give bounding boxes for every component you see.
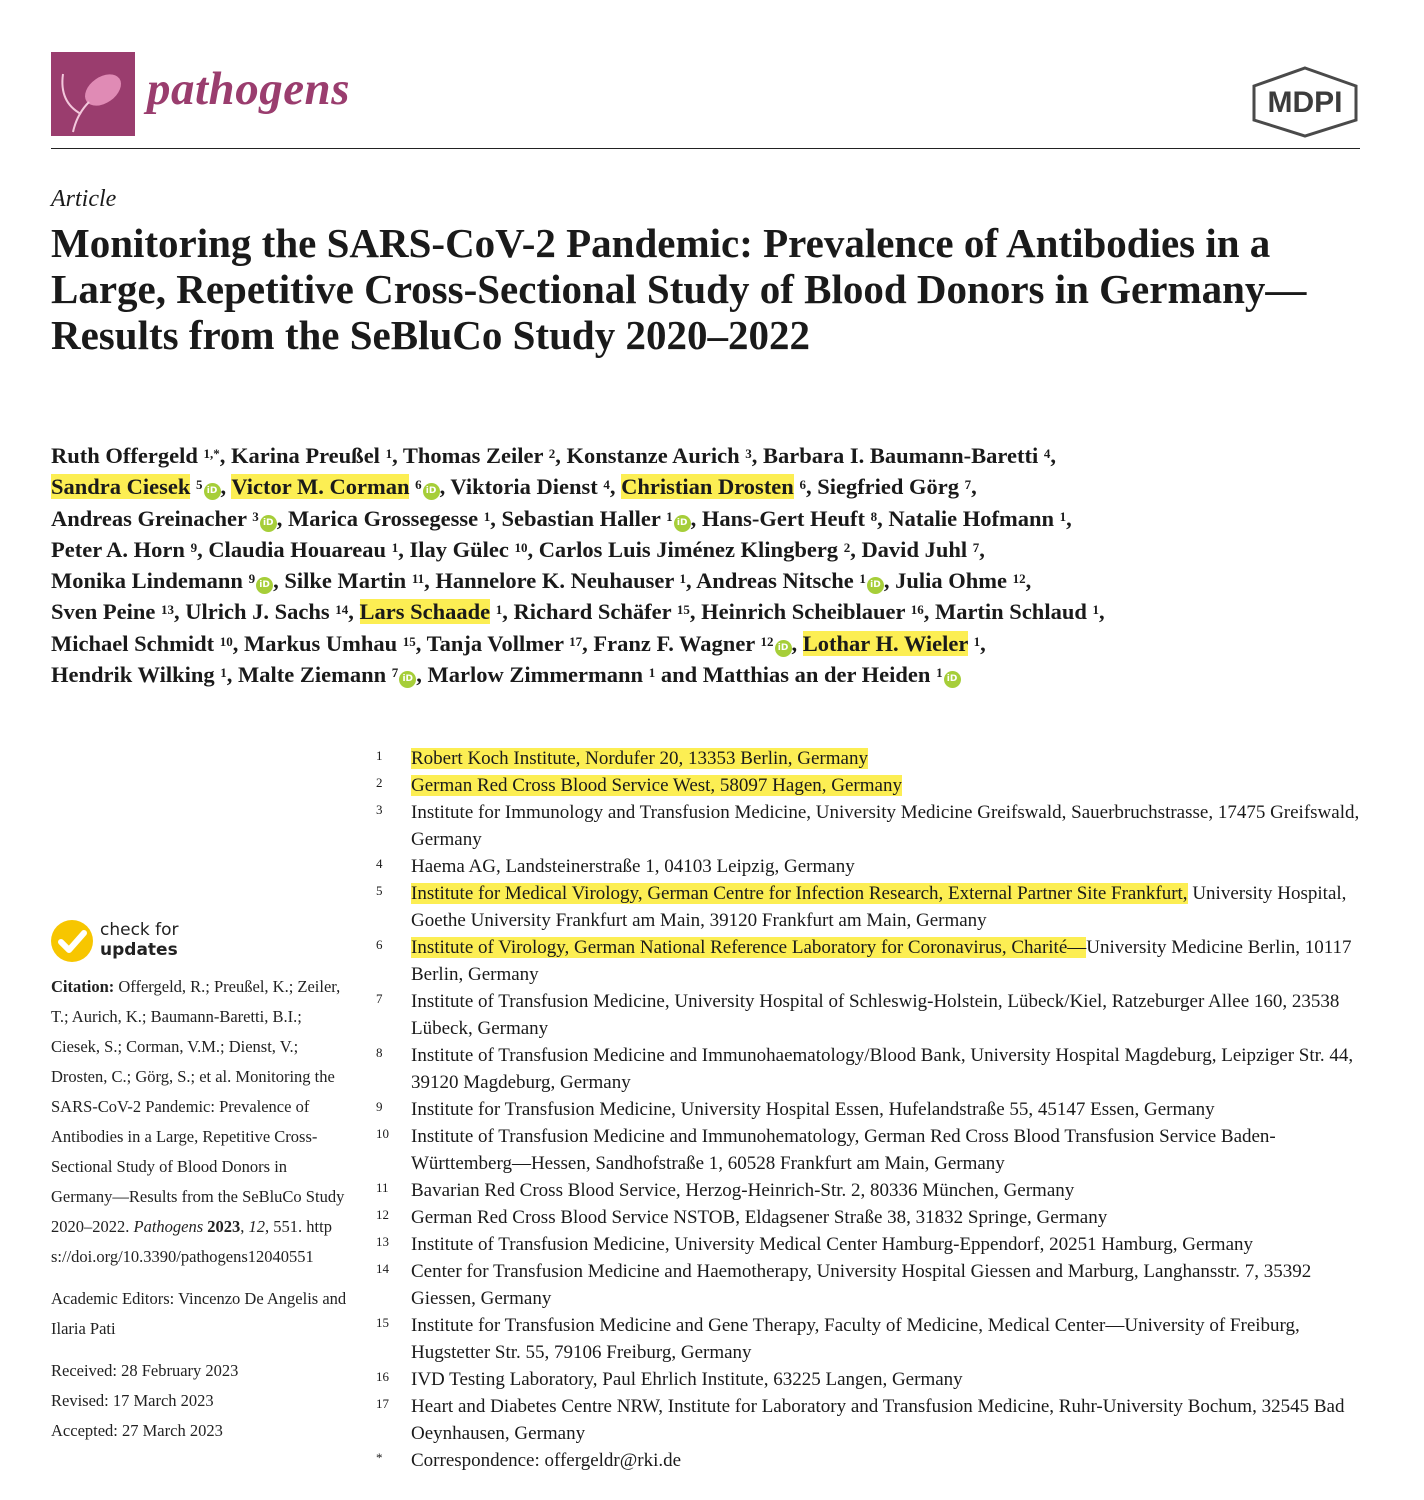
academic-editors: Academic Editors: Vincenzo De Angelis and Ilaria Pati <box>51 1289 347 1338</box>
author-entry <box>51 443 220 468</box>
author-affiliation-number: 8 <box>870 508 878 524</box>
affiliation-item <box>376 1204 1376 1231</box>
author-name[interactable]: Sandra Ciesek <box>51 474 191 500</box>
affiliation-item <box>376 1312 1376 1366</box>
author-affiliation-number: 6 <box>415 477 422 493</box>
author-entry <box>935 599 1099 624</box>
author-name[interactable]: Michael Schmidt <box>51 630 215 656</box>
citation-pages: 551. <box>273 1217 303 1236</box>
author-name[interactable]: Lothar H. Wieler <box>802 630 968 656</box>
author-name[interactable]: Thomas Zeiler <box>402 443 544 468</box>
pathogen-logo-icon <box>51 52 135 136</box>
author-name[interactable]: Karina Preußel <box>230 443 380 468</box>
author-entry <box>803 631 980 656</box>
check-updates-line2: updates <box>100 940 178 960</box>
author-affiliation-number: 17 <box>569 633 583 649</box>
citation-year: 2023 <box>207 1217 241 1236</box>
author-affiliation-number: 4 <box>1043 446 1051 461</box>
author-name[interactable]: David Juhl <box>861 536 968 562</box>
affiliation-text: University Medicine Berlin, 10117 Berlin, Germany <box>411 937 1352 985</box>
author-entry <box>514 599 690 624</box>
affiliation-highlight: Institute of Virology, German National Reference Laboratory for Coronavirus, Charité— <box>411 937 1087 958</box>
author-entry <box>231 443 392 468</box>
affiliation-number: * <box>376 1450 383 1465</box>
author-name[interactable]: Christian Drosten <box>621 474 794 500</box>
author-name[interactable]: Claudia Houareau <box>208 536 387 562</box>
author-entry <box>244 631 416 656</box>
orcid-icon[interactable]: iD <box>256 577 273 594</box>
orcid-icon[interactable]: iD <box>423 483 440 500</box>
author-affiliation-number: 7 <box>972 539 980 555</box>
affiliation-text: Haema AG, Landsteinerstraße 1, 04103 Leipzig, Germany <box>411 856 855 877</box>
author-affiliation-number: 10 <box>514 539 528 555</box>
affiliation-item <box>376 880 1376 934</box>
author-entry <box>567 443 752 468</box>
author-entry <box>817 474 971 499</box>
publication-dates <box>51 1356 351 1446</box>
orcid-icon[interactable]: iD <box>204 483 221 500</box>
affiliation-number: 16 <box>376 1369 389 1384</box>
author-name[interactable]: Heinrich Scheiblauer <box>701 599 906 625</box>
publisher-name: MDPI <box>1267 86 1343 119</box>
affiliation-item <box>376 1042 1376 1096</box>
journal-name[interactable]: pathogens <box>147 63 350 115</box>
affiliation-text: Heart and Diabetes Centre NRW, Institute for Laboratory and Transfusion Medicine, Ruhr-University Bochum, 32545 Bad Oeynhausen, Germany <box>411 1396 1345 1444</box>
affiliation-item <box>376 1096 1376 1123</box>
author-entry <box>763 443 1050 468</box>
orcid-icon[interactable]: iD <box>674 515 691 532</box>
author-name[interactable]: Viktoria Dienst <box>450 474 598 500</box>
author-name[interactable]: Hendrik Wilking <box>51 662 215 688</box>
affiliation-item <box>376 1231 1376 1258</box>
author-entry <box>861 537 979 562</box>
author-name[interactable]: Richard Schäfer <box>513 599 672 625</box>
author-name[interactable]: Andreas Greinacher <box>51 505 247 531</box>
author-affiliation-number: 3 <box>252 508 259 524</box>
affiliation-number: 17 <box>376 1396 389 1411</box>
date-received: Received: 28 February 2023 <box>51 1361 239 1380</box>
affiliation-highlight: Institute for Medical Virology, German Centre for Infection Research, External Partner Site Frankfurt, <box>411 883 1188 904</box>
orcid-icon[interactable]: iD <box>867 577 884 594</box>
author-affiliation-number: 1,* <box>203 446 220 461</box>
article-type: Article <box>51 186 117 212</box>
author-name[interactable]: Hannelore K. Neuhauser <box>435 568 674 594</box>
author-affiliation-number: 7 <box>964 477 972 493</box>
author-name[interactable]: Markus Umhau <box>244 630 398 656</box>
author-name[interactable]: Franz F. Wagner <box>593 630 755 656</box>
affiliation-number: 14 <box>376 1261 389 1276</box>
author-entry <box>593 631 791 656</box>
header-rule <box>51 148 1360 149</box>
author-name[interactable]: Julia Ohme <box>895 568 1008 594</box>
affiliation-text: Bavarian Red Cross Blood Service, Herzog-Heinrich-Str. 2, 80336 München, Germany <box>411 1180 1075 1201</box>
affiliation-item <box>376 1393 1376 1447</box>
author-entry <box>51 537 197 562</box>
author-affiliation-number: 11 <box>411 571 425 587</box>
mdpi-logo-icon <box>1250 66 1360 138</box>
affiliation-text: University Hospital, Goethe University Frankfurt am Main, 39120 Frankfurt am Main, Germany <box>411 883 1347 931</box>
author-entry <box>539 537 851 562</box>
affiliation-item <box>376 1366 1376 1393</box>
author-name[interactable]: Marlow Zimmermann <box>427 662 644 688</box>
citation-journal: Pathogens <box>133 1217 204 1236</box>
author-affiliation-number: 6 <box>799 477 806 493</box>
author-entry <box>450 474 609 499</box>
author-entry <box>427 662 655 687</box>
author-entry <box>288 506 490 531</box>
author-entry <box>703 662 961 687</box>
author-name[interactable]: Carlos Luis Jiménez Klingberg <box>538 536 839 562</box>
author-affiliation-number: 1 <box>936 665 943 681</box>
author-affiliation-number: 15 <box>402 633 416 649</box>
citation-doi-link[interactable]: https://doi.org/10.3390/pathogens12040551 <box>51 1217 332 1266</box>
author-affiliation-number: 12 <box>1012 571 1026 587</box>
affiliation-text: Institute for Immunology and Transfusion Medicine, University Medicine Greifswald, Sauerbruchstrasse, 17475 Greifswald, Germany <box>411 802 1360 850</box>
check-for-updates-badge[interactable] <box>51 920 191 966</box>
affiliation-highlight: Robert Koch Institute, Nordufer 20, 13353 Berlin, Germany <box>411 748 868 769</box>
author-name[interactable]: Matthias an der Heiden <box>702 662 931 688</box>
affiliation-text: Institute of Transfusion Medicine and Immunohaematology/Blood Bank, University Hospital Magdeburg, Leipziger Str. 44, 39120 Magdeburg, Germany <box>411 1045 1354 1093</box>
affiliation-item <box>376 745 1376 772</box>
date-accepted: Accepted: 27 March 2023 <box>51 1421 223 1440</box>
affiliation-number: 15 <box>376 1315 389 1330</box>
affiliation-item <box>376 799 1376 853</box>
author-entry <box>696 568 884 593</box>
affiliation-item <box>376 1447 1376 1474</box>
author-name[interactable]: Sven Peine <box>51 599 156 625</box>
author-entry <box>51 506 277 531</box>
author-entry <box>185 599 348 624</box>
citation-block: Citation: Offergeld, R.; Preußel, K.; Zeiler, T.; Aurich, K.; Baumann-Baretti, B.I.; Ciesek, S.; Corman, V.M.; Dienst, V.; Drosten, C.; Görg, S.; et al. Monitoring the SARS-CoV-2 Pandemic: Prevalence of Antibodies in a Large, Repetitive Cross-Sectional Study of Blood Donors in Germany—Results from the SeBluCo Study 2020–2022. Pathogens 2023, 12, 551. https://doi.org/10.3390/pathogens12040551 <box>51 977 345 1266</box>
author-name[interactable]: Victor M. Corman <box>231 474 410 500</box>
author-affiliation-number: 3 <box>745 446 752 461</box>
journal-logo <box>51 52 135 136</box>
author-entry <box>427 631 583 656</box>
author-name[interactable]: Andreas Nitsche <box>696 568 854 594</box>
author-affiliation-number: 15 <box>676 602 690 618</box>
author-name[interactable]: Peter A. Horn <box>51 536 185 562</box>
affiliation-text: German Red Cross Blood Service NSTOB, Eldagsener Straße 38, 31832 Springe, Germany <box>411 1207 1108 1228</box>
author-affiliation-number: 1 <box>679 571 687 587</box>
mdpi-logo[interactable] <box>1250 66 1360 142</box>
article-sidebar <box>51 972 351 1446</box>
orcid-icon[interactable]: iD <box>944 671 961 688</box>
affiliation-number: 5 <box>376 883 383 898</box>
author-name[interactable]: Martin Schlaud <box>934 599 1087 625</box>
author-name[interactable]: Ilay Gülec <box>409 536 509 562</box>
author-entry <box>895 568 1026 593</box>
author-name[interactable]: Ruth Offergeld <box>51 443 198 468</box>
orcid-icon[interactable]: iD <box>775 640 792 657</box>
affiliation-item <box>376 1123 1376 1177</box>
author-name[interactable]: Monika Lindemann <box>51 568 243 594</box>
author-entry <box>284 568 424 593</box>
author-name[interactable]: Hans-Gert Heuft <box>701 505 865 531</box>
affiliation-number: 9 <box>376 1099 383 1114</box>
author-entry <box>360 599 503 624</box>
affiliation-item <box>376 1177 1376 1204</box>
author-name[interactable]: Malte Ziemann <box>237 662 387 688</box>
author-entry <box>701 599 924 624</box>
author-affiliation-number: 7 <box>391 665 399 681</box>
author-affiliation-number: 2 <box>843 539 851 555</box>
check-updates-icon <box>51 920 93 962</box>
orcid-icon[interactable]: iD <box>399 671 416 688</box>
affiliation-number: 7 <box>376 991 383 1006</box>
article-title: Monitoring the SARS-CoV-2 Pandemic: Prevalence of Antibodies in a Large, Repetitive Cross-Sectional Study of Blood Donors in Germany—Results from the SeBluCo Study 2020–2022 <box>51 220 1307 358</box>
affiliation-text: Institute of Transfusion Medicine and Immunohematology, German Red Cross Blood Transfusion Service Baden-Württemberg—Hessen, Sandhofstraße 1, 60528 Frankfurt am Main, Germany <box>411 1126 1276 1174</box>
author-entry <box>51 474 221 499</box>
author-affiliation-number: 1 <box>859 571 866 587</box>
affiliation-number: 3 <box>376 802 383 817</box>
affiliation-text: Institute of Transfusion Medicine, University Medical Center Hamburg-Eppendorf, 20251 Hamburg, Germany <box>411 1234 1254 1255</box>
author-affiliation-number: 1 <box>495 602 503 618</box>
affiliation-number: 13 <box>376 1234 389 1249</box>
date-revised: Revised: 17 March 2023 <box>51 1391 214 1410</box>
author-affiliation-number: 1 <box>220 665 227 681</box>
affiliation-text: Institute for Transfusion Medicine, University Hospital Essen, Hufelandstraße 55, 45147 Essen, Germany <box>411 1099 1215 1120</box>
author-affiliation-number: 12 <box>760 633 774 649</box>
citation-text: Offergeld, R.; Preußel, K.; Zeiler, T.; Aurich, K.; Baumann-Baretti, B.I.; Ciesek, S.; Corman, V.M.; Dienst, V.; Drosten, C.; Görg, S.; et al. Monitoring the SARS-CoV-2 Pandemic: Prevalence of Antibodies in a Large, Repetitive Cross-Sectional Study of Blood Donors in Germany—Results from the SeBluCo Study 2020–2022. <box>51 977 345 1236</box>
author-affiliation-number: 5 <box>196 477 203 493</box>
author-affiliation-number: 10 <box>219 633 233 649</box>
author-affiliation-number: 1 <box>385 446 393 461</box>
affiliation-text: Center for Transfusion Medicine and Haemotherapy, University Hospital Giessen and Marburg, Langhansstr. 7, 35392 Giessen, Germany <box>411 1261 1312 1309</box>
author-entry <box>888 506 1066 531</box>
author-entry <box>51 631 233 656</box>
affiliation-number: 2 <box>376 775 383 790</box>
affiliation-item <box>376 853 1376 880</box>
author-entry <box>238 662 416 687</box>
author-entry <box>51 599 174 624</box>
affiliation-item <box>376 772 1376 799</box>
author-affiliation-number: 16 <box>910 602 924 618</box>
author-affiliation-number: 1 <box>648 665 656 681</box>
affiliation-item <box>376 988 1376 1042</box>
affiliation-number: 12 <box>376 1207 389 1222</box>
author-entry <box>702 506 877 531</box>
author-entry <box>51 662 227 687</box>
affiliation-text: Institute for Transfusion Medicine and Gene Therapy, Faculty of Medicine, Medical Center—University of Freiburg, Hugstetter Str. 55, 79106 Freiburg, Germany <box>411 1315 1300 1363</box>
author-affiliation-number: 1 <box>666 508 673 524</box>
author-entry <box>435 568 686 593</box>
author-name[interactable]: Natalie Hofmann <box>888 505 1054 531</box>
check-updates-line1: check for <box>100 920 179 940</box>
affiliation-number: 8 <box>376 1045 383 1060</box>
affiliation-text: Correspondence: offergeldr@rki.de <box>411 1450 682 1471</box>
author-affiliation-number: 1 <box>391 539 399 555</box>
author-affiliation-number: 4 <box>603 477 610 493</box>
author-entry <box>409 537 527 562</box>
author-name[interactable]: Tanja Vollmer <box>426 630 564 656</box>
author-entry <box>502 506 691 531</box>
author-name[interactable]: Marica Grossegesse <box>288 505 479 531</box>
author-entry <box>403 443 555 468</box>
author-affiliation-number: 1 <box>1059 508 1067 524</box>
citation-volume: 12 <box>248 1217 266 1236</box>
author-affiliation-number: 2 <box>548 446 556 461</box>
author-affiliation-number: 1 <box>483 508 491 524</box>
affiliation-highlight: German Red Cross Blood Service West, 58097 Hagen, Germany <box>411 775 902 796</box>
author-affiliation-number: 1 <box>973 633 981 649</box>
orcid-icon[interactable]: iD <box>260 515 277 532</box>
author-name[interactable]: Sebastian Haller <box>501 505 661 531</box>
affiliation-list <box>376 745 1376 1474</box>
author-affiliation-number: 13 <box>161 602 174 618</box>
author-entry <box>621 474 806 499</box>
affiliation-item <box>376 934 1376 988</box>
author-name[interactable]: Barbara I. Baumann-Baretti <box>763 443 1039 468</box>
author-affiliation-number: 14 <box>335 602 349 618</box>
author-name[interactable]: Konstanze Aurich <box>566 443 740 468</box>
author-affiliation-number: 9 <box>190 539 198 555</box>
author-affiliation-number: 9 <box>248 571 256 587</box>
affiliation-number: 6 <box>376 937 383 952</box>
author-entry <box>208 537 398 562</box>
author-entry <box>51 568 273 593</box>
affiliation-number: 1 <box>376 748 383 763</box>
author-affiliation-number: 1 <box>1092 602 1099 618</box>
affiliation-item <box>376 1258 1376 1312</box>
author-name[interactable]: Lars Schaade <box>359 599 491 625</box>
affiliation-number: 4 <box>376 856 383 871</box>
author-entry <box>231 474 439 499</box>
author-name[interactable]: Silke Martin <box>284 568 407 594</box>
affiliation-text: Institute of Transfusion Medicine, University Hospital of Schleswig-Holstein, Lübeck/Kiel, Ratzeburger Allee 160, 23538 Lübeck, Germany <box>411 991 1340 1039</box>
author-name[interactable]: Siegfried Görg <box>817 474 960 500</box>
affiliation-number: 11 <box>376 1180 389 1195</box>
affiliation-text: IVD Testing Laboratory, Paul Ehrlich Institute, 63225 Langen, Germany <box>411 1369 963 1390</box>
author-list: Ruth Offergeld $^{1,*}$, Karina Preußel $^1$, Thomas Zeiler $^2$, Konstanze Aurich $^3$, Barbara I. Baumann-Baretti $^4$, Sandra Ciesek $^5$ iD , Victor M. Corman $^6$ iD , Viktoria Dienst $^4$, Christian Drosten $^6$, Siegfried Görg $^7$, Andreas Greinacher $^3$ iD , Marica Grossegesse $^1$, Sebastian Haller $^1$ iD , Hans-Gert Heuft $^8$, Natalie Hofmann $^1$, Peter A. Horn $^9$, Claudia Houareau $^1$, Ilay Gülec $^{10}$, Carlos Luis Jiménez Klingberg $^2$, David Juhl $^7$, Monika Lindemann $^9$ iD , Silke Martin $^{11}$, Hannelore K. Neuhauser $^1$, Andreas Nitsche $^1$ iD , Julia Ohme $^{12}$, Sven Peine $^{13}$, Ulrich J. Sachs $^{14}$, Lars Schaade $^1$, Richard Schäfer $^{15}$, Heinrich Scheiblauer $^{16}$, Martin Schlaud $^1$, Michael Schmidt $^{10}$, Markus Umhau $^{15}$, Tanja Vollmer $^{17}$, Franz F. Wagner $^{12}$ iD , Lothar H. Wieler $^1$, Hendrik Wilking $^1$, Malte Ziemann $^7$ iD , Marlow Zimmermann $^1$ and Matthias an der Heiden $^1$ iD <box>51 443 1105 688</box>
author-name[interactable]: Ulrich J. Sachs <box>185 599 330 625</box>
affiliation-number: 10 <box>376 1126 389 1141</box>
citation-label: Citation: <box>51 977 115 996</box>
